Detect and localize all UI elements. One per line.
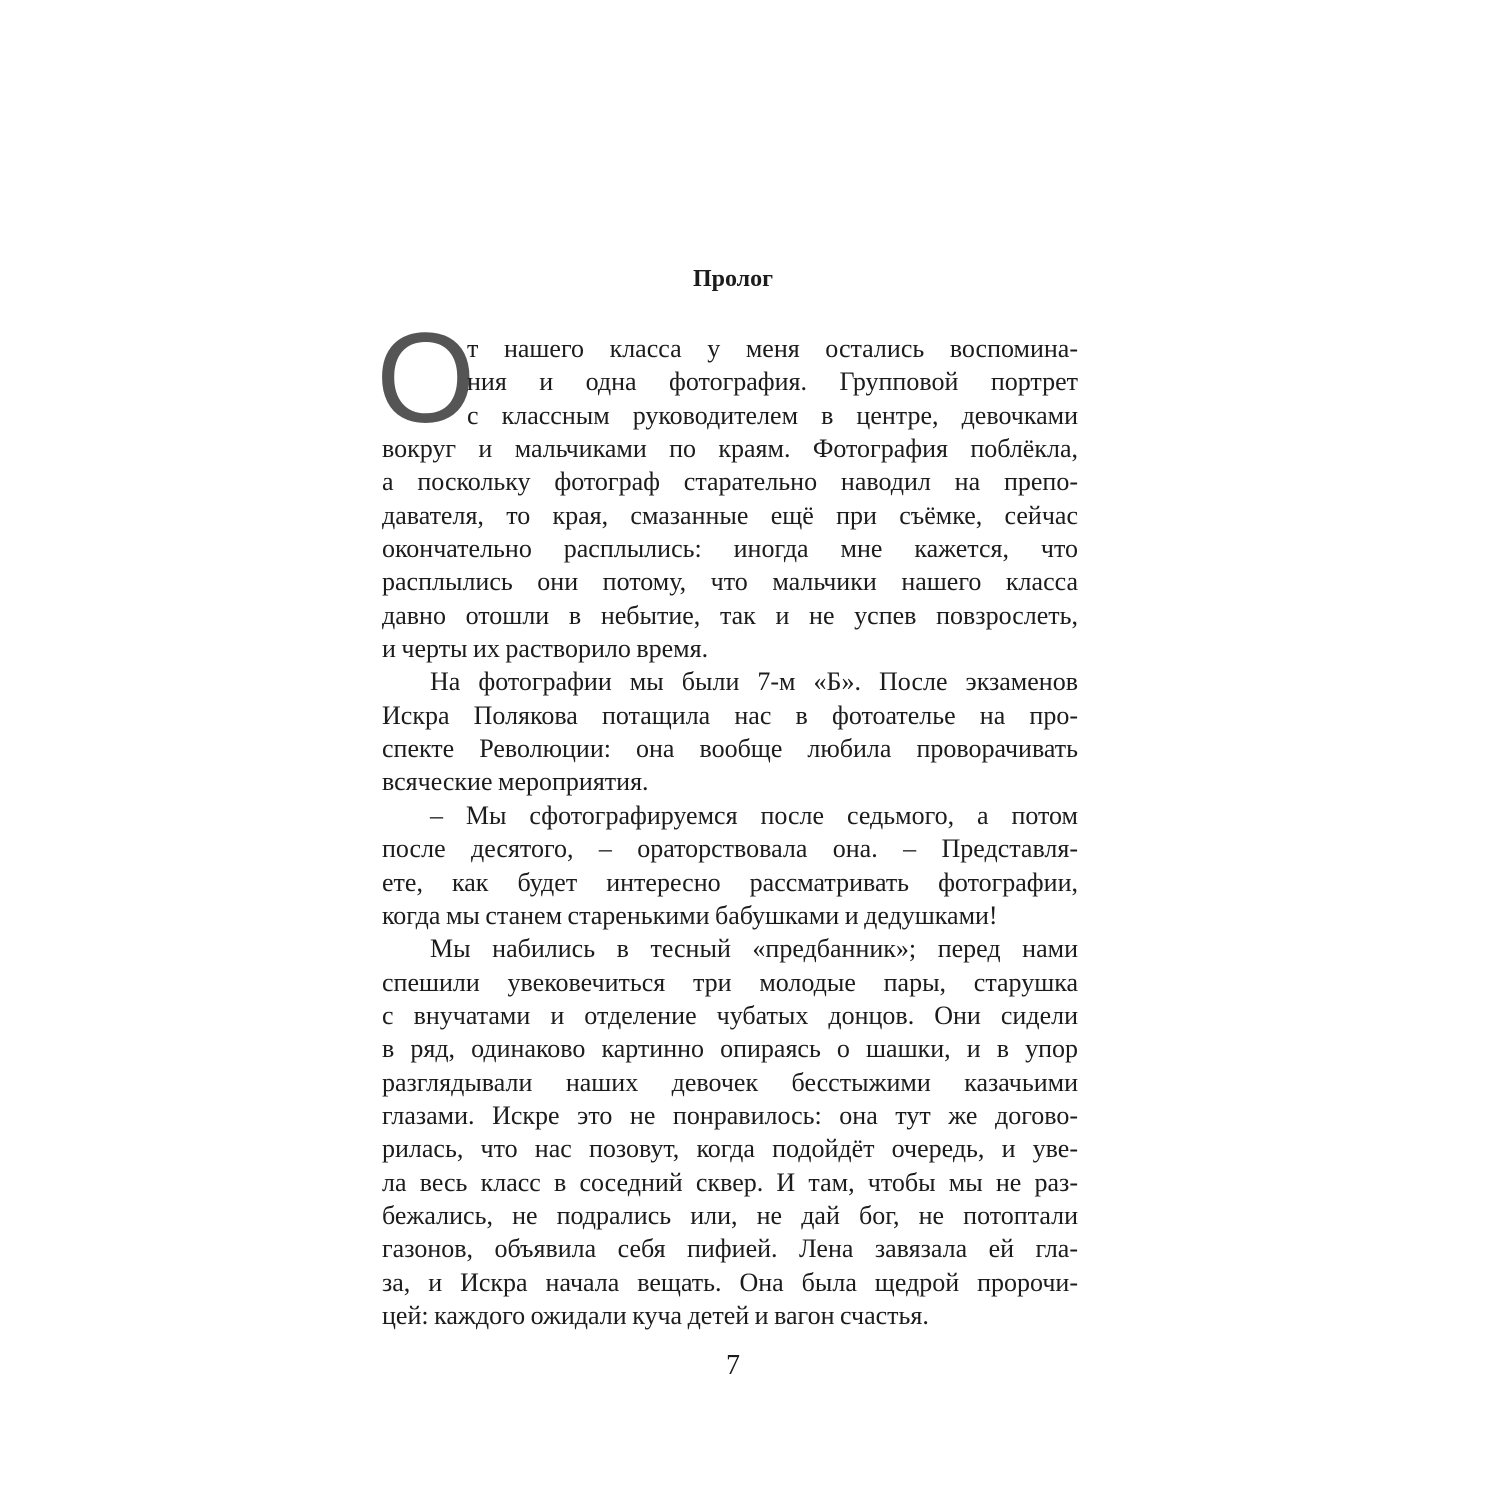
drop-cap: О bbox=[376, 307, 476, 450]
text-line: спешили увековечиться три молодые пары, старушка bbox=[382, 967, 1078, 997]
text-line: ла весь класс в соседний сквер. И там, чтобы мы не раз- bbox=[382, 1167, 1078, 1197]
text-line: с классным руководителем в центре, девочками bbox=[467, 400, 1078, 430]
text-line: ния и одна фотография. Групповой портрет bbox=[467, 367, 1078, 397]
text-line: глазами. Искре это не понравилось: она тут же догово- bbox=[382, 1100, 1078, 1130]
text-line: Искра Полякова потащила нас в фотоателье на про- bbox=[382, 700, 1078, 730]
text-line: с внучатами и отделение чубатых донцов. Они сидели bbox=[382, 1000, 1078, 1030]
text-line: газонов, объявила себя пифией. Лена завязала ей гла- bbox=[382, 1234, 1078, 1264]
text-line: Мы набились в тесный «предбанник»; перед нами bbox=[430, 934, 1078, 964]
text-line: после десятого, – ораторствовала она. – Представля- bbox=[382, 834, 1078, 864]
text-line: спекте Революции: она вообще любила проворачивать bbox=[382, 734, 1078, 764]
text-line: расплылись они потому, что мальчики нашего класса bbox=[382, 567, 1078, 597]
text-line: вокруг и мальчиками по краям. Фотография поблёкла, bbox=[382, 434, 1078, 464]
text-line: рилась, что нас позовут, когда подойдёт очередь, и уве- bbox=[382, 1134, 1078, 1164]
text-line: разглядывали наших девочек бесстыжими казачьими bbox=[382, 1067, 1078, 1097]
text-line: давателя, то края, смазанные ещё при съёмке, сейчас bbox=[382, 500, 1078, 530]
text-line: и черты их растворило время. bbox=[382, 634, 709, 664]
text-line: цей: каждого ожидали куча детей и вагон счастья. bbox=[382, 1300, 929, 1330]
text-line: когда мы станем старенькими бабушками и дедушками! bbox=[382, 900, 998, 930]
chapter-title: Пролог bbox=[692, 266, 774, 292]
text-line: – Мы сфотографируемся после седьмого, а потом bbox=[430, 800, 1078, 830]
text-line: ете, как будет интересно рассматривать фотографии, bbox=[382, 867, 1078, 897]
page-number: 7 bbox=[726, 1350, 740, 1381]
text-line: давно отошли в небытие, так и не успев повзрослеть, bbox=[382, 600, 1078, 630]
text-line: На фотографии мы были 7-м «Б». После экзаменов bbox=[430, 667, 1078, 697]
body-text bbox=[382, 332, 1078, 1332]
text-line: всяческие мероприятия. bbox=[382, 767, 649, 797]
text-line: бежались, не подрались или, не дай бог, не потоптали bbox=[382, 1200, 1078, 1230]
text-line: а поскольку фотограф старательно наводил на препо- bbox=[382, 467, 1078, 497]
text-line: в ряд, одинаково картинно опираясь о шашки, и в упор bbox=[382, 1034, 1078, 1064]
text-line: окончательно расплылись: иногда мне кажется, что bbox=[382, 534, 1078, 564]
text-line: т нашего класса у меня остались воспомина- bbox=[467, 334, 1078, 363]
text-line: за, и Искра начала вещать. Она была щедрой пророчи- bbox=[382, 1267, 1078, 1297]
